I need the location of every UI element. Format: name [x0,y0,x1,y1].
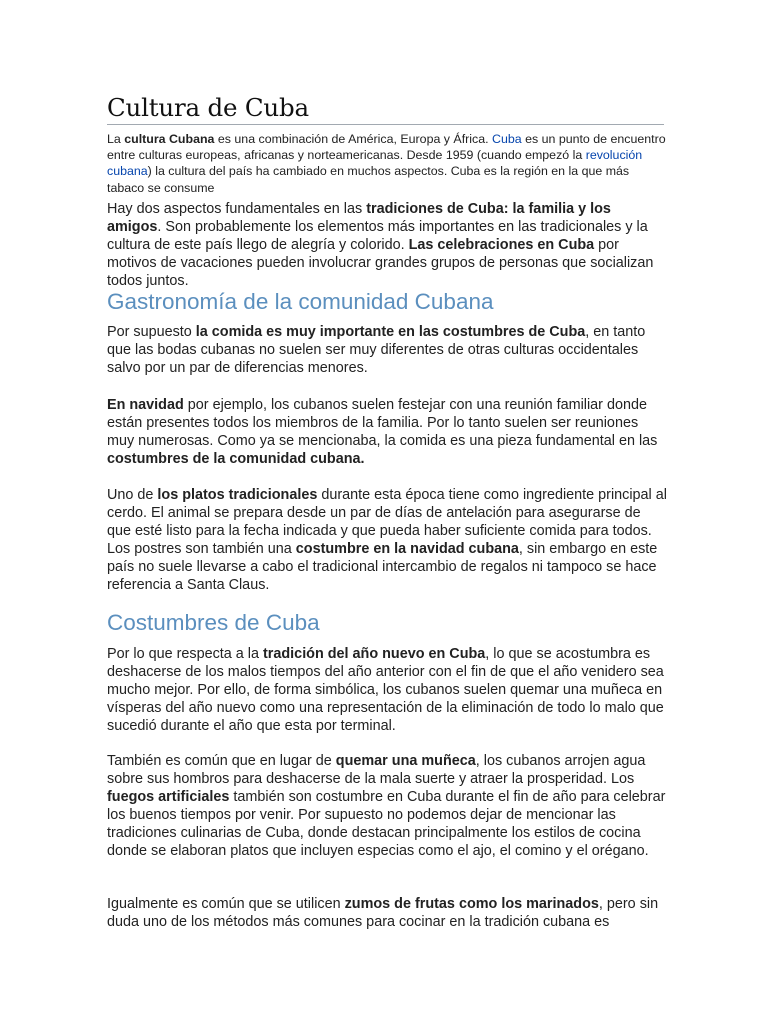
paragraph-text: Igualmente es común que se utilicen [107,896,345,912]
intro-text: ) la cultura del país ha cambiado en muchos aspectos. Cuba es la región en la que más tabaco se consume [107,164,630,195]
intro-text: es una combinación de América, Europa y África. [214,132,492,146]
intro-paragraph [107,131,667,196]
heading-gastronomia: Gastronomía de la comunidad Cubana [107,289,494,314]
paragraph-bold: quemar una muñeca [335,753,476,769]
paragraph-text: durante esta época tiene como ingrediente principal al cerdo. El animal se prepara desde un par de días de antelación para asegurarse de que esté listo para la fecha indicada y que pueda haber suficiente comida para todos. Los postres son también una [107,487,667,557]
paragraph-platos [107,487,667,594]
paragraph-text: , sin embargo en este país no suele llevarse a cabo el tradicional intercambio de regalos ni tampoco se hace referencia a Santa Claus. [107,540,658,593]
paragraph-navidad [107,397,667,469]
paragraph-text: por ejemplo, los cubanos suelen festejar con una reunión familiar donde están presentes todos los miembros de la familia. Por lo tanto suelen ser reuniones muy numerosas. Como ya se mencionaba, la comida es una pieza fundamental en las [107,397,658,449]
page-title: Cultura de Cuba [107,93,309,122]
paragraph-text: , lo que se acostumbra es deshacerse de los malos tiempos del año anterior con el fin de que el año venidero sea mucho mejor. Por ello, de forma simbólica, los cubanos suelen quemar una muñeca en vísperas del año nuevo como una representación de la eliminación de todo lo malo que sucedió durante el año que esta por terminal. [107,646,664,734]
cuba-link[interactable]: Cuba [492,132,522,146]
paragraph-text: Por lo que respecta a la [107,646,263,662]
paragraph-text: , en tanto que las bodas cubanas no suelen ser muy diferentes de otras culturas occidentales salvo por un par de diferencias menores. [107,324,646,376]
paragraph-text: También es común que en lugar de [107,753,336,769]
paragraph-bold: costumbre en la navidad cubana [295,540,519,557]
title-divider [107,124,664,125]
paragraph-text: también son costumbre en Cuba durante el fin de año para celebrar los buenos tiempos por venir. Por supuesto no podemos dejar de mencionar las tradiciones culinarias de Cuba, donde destacan principalmente los estilos de cocina donde se elaboran platos que incluyen especias como el ajo, el comino y el orégano. [107,788,666,859]
paragraph-bold: fuegos artificiales [107,788,230,805]
paragraph-text: . Son probablemente los elementos más importantes en las tradicionales y la cultura de este país llego de alegría y colorido. [107,218,648,253]
paragraph-comida [107,324,667,378]
paragraph-tradiciones [107,201,667,291]
paragraph-text: Por supuesto [107,324,196,340]
paragraph-text: Hay dos aspectos fundamentales en las [107,201,367,217]
paragraph-bold: En navidad [107,397,184,413]
paragraph-ano-nuevo [107,646,667,736]
paragraph-text: , pero sin duda uno de los métodos más comunes para cocinar en la tradición cubana es [107,896,659,930]
intro-text: es un punto de encuentro entre culturas europeas, africanas y norteamericanas. Desde 1959 (cuando empezó la [107,132,666,163]
paragraph-text: Uno de [107,487,158,503]
heading-costumbres: Costumbres de Cuba [107,610,320,635]
paragraph-bold: tradición del año nuevo en Cuba [263,646,486,662]
paragraph-bold: zumos de frutas como los marinados [344,896,599,912]
paragraph-bold: los platos tradicionales [157,487,318,503]
paragraph-quemar-muneca [107,753,667,860]
paragraph-bold: Las celebraciones en Cuba [408,236,595,253]
paragraph-zumos [107,896,667,932]
intro-text: La [107,132,125,146]
paragraph-text: por motivos de vacaciones pueden involucrar grandes grupos de personas que socializan todos juntos. [107,236,654,289]
revolucion-cubana-link[interactable]: revolución cubana [107,148,643,179]
paragraph-bold: la comida es muy importante en las costumbres de Cuba [195,324,586,340]
paragraph-bold: tradiciones de Cuba: la familia y los amigos [107,201,611,235]
paragraph-text: , los cubanos arrojen agua sobre sus hombros para deshacerse de la mala suerte y atraer la prosperidad. Los [107,753,646,787]
paragraph-bold: costumbres de la comunidad cubana. [107,450,365,467]
intro-bold: cultura Cubana [124,132,215,146]
